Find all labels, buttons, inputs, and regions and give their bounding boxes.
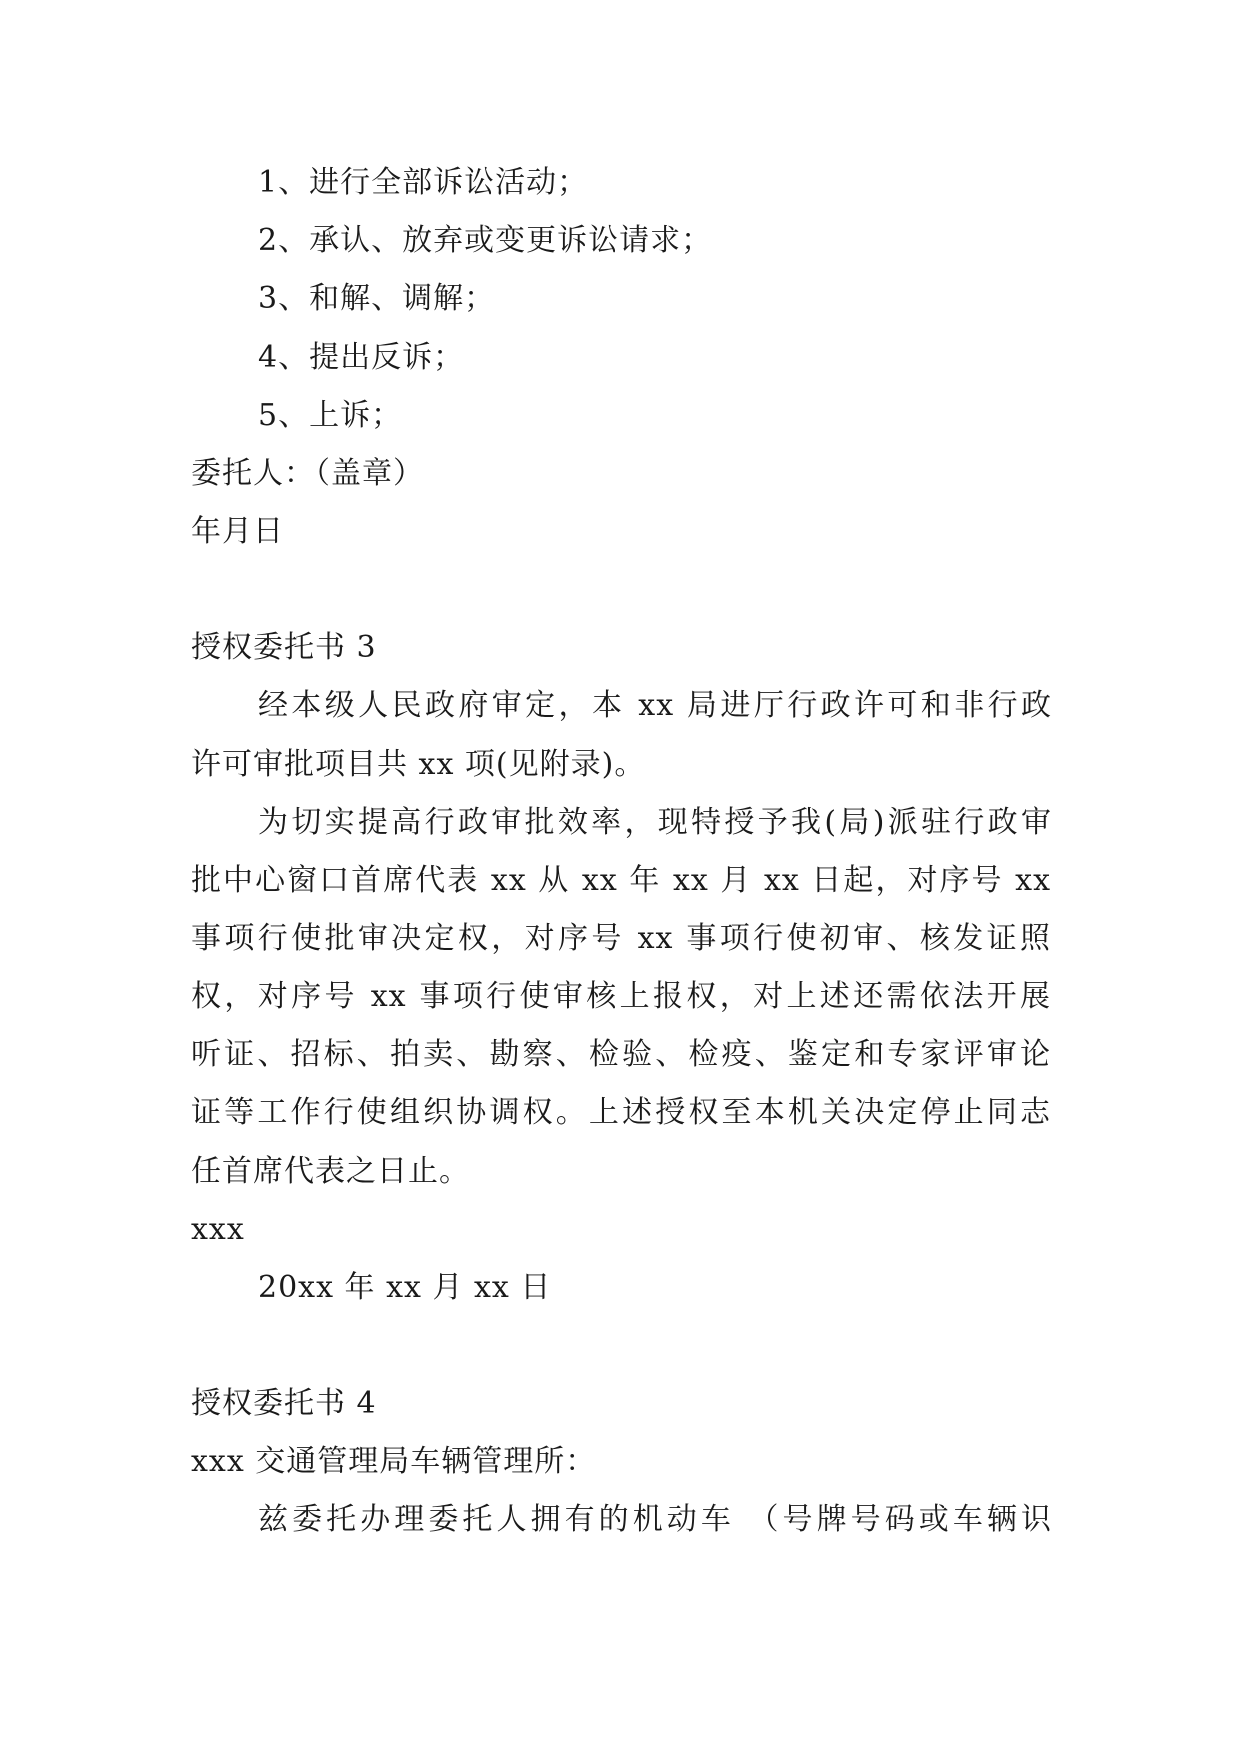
list-item-4: 4、提出反诉； [258, 340, 465, 375]
date-line: 年月日 [191, 514, 284, 549]
list-item-1: 1、进行全部诉讼活动； [258, 165, 589, 200]
paragraph-line: 为切实提高行政审批效率，现特授予我(局)派驻行政审 [258, 805, 1052, 840]
list-item-3: 3、和解、调解； [258, 281, 496, 316]
paragraph-line: 听证、招标、拍卖、勘察、检验、检疫、鉴定和专家评审论 [191, 1037, 1051, 1072]
signature-date: 20xx 年 xx 月 xx 日 [258, 1270, 552, 1305]
section-title-3: 授权委托书 3 [191, 630, 377, 665]
paragraph-line: 兹委托办理委托人拥有的机动车 （号牌号码或车辆识 [258, 1502, 1052, 1537]
principal-seal-line: 委托人：（盖章） [191, 456, 424, 491]
section-title-4: 授权委托书 4 [191, 1386, 377, 1421]
paragraph-line: 批中心窗口首席代表 xx 从 xx 年 xx 月 xx 日起，对序号 xx [191, 863, 1051, 898]
addressee-line: xxx 交通管理局车辆管理所： [191, 1444, 597, 1479]
paragraph-line: 经本级人民政府审定，本 xx 局进厅行政许可和非行政 [258, 688, 1052, 723]
paragraph-line: 权，对序号 xx 事项行使审核上报权，对上述还需依法开展 [191, 979, 1051, 1014]
paragraph-line: 事项行使批审决定权，对序号 xx 事项行使初审、核发证照 [191, 921, 1051, 956]
paragraph-line: 许可审批项目共 xx 项(见附录)。 [191, 747, 646, 782]
list-item-2: 2、承认、放弃或变更诉讼请求； [258, 223, 713, 258]
list-item-5: 5、上诉； [258, 398, 403, 433]
signer-line: xxx [191, 1212, 245, 1247]
paragraph-line: 任首席代表之日止。 [191, 1154, 470, 1189]
paragraph-line: 证等工作行使组织协调权。上述授权至本机关决定停止同志 [191, 1095, 1051, 1130]
